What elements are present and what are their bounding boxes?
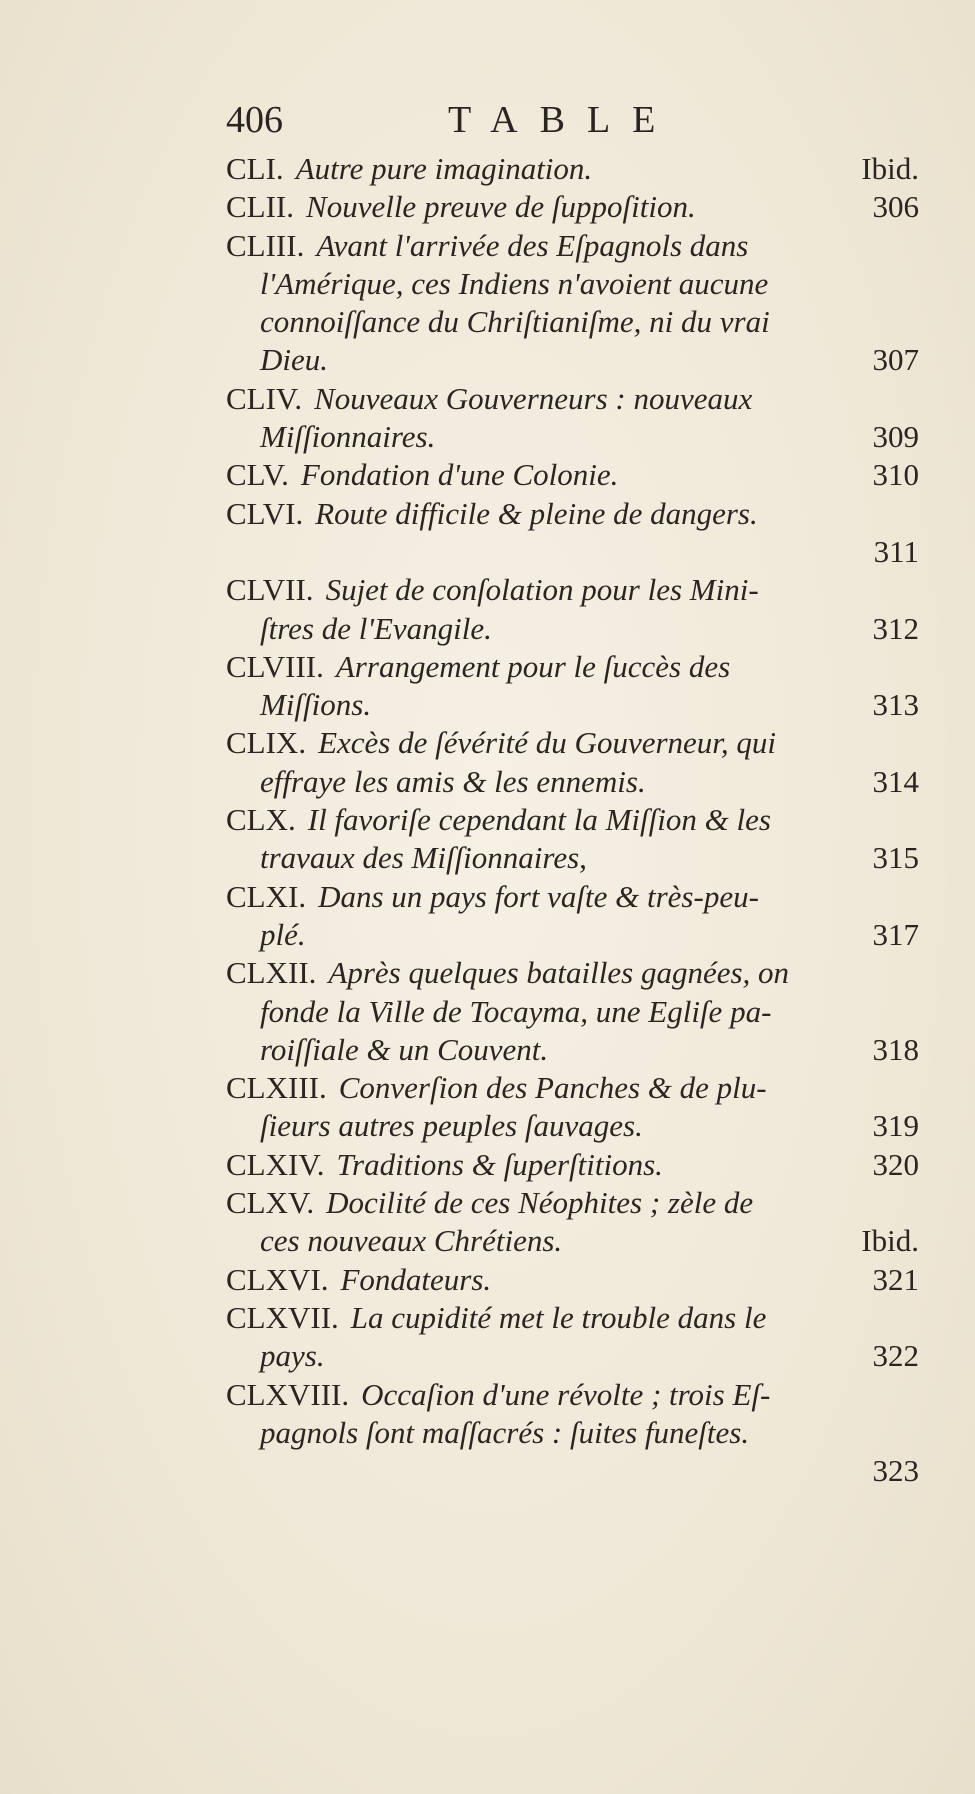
chapter-summary: Traditions & ſuperſtitions. [336,1146,663,1182]
toc-entry-line [226,227,921,265]
chapter-summary: l'Amérique, ces Indiens n'avoient aucune [260,265,769,301]
chapter-summary: La cupidité met le trouble dans le [350,1299,767,1335]
toc-entry-line [226,341,921,379]
chapter-summary: Docilité de ces Néophites ; zèle de [326,1185,754,1221]
toc-entry-line [226,686,921,724]
toc-entry [226,227,921,380]
page-reference: 306 [872,189,919,225]
toc-entry-line [226,150,921,188]
table-of-contents [226,150,921,1490]
toc-entry-line [226,801,921,839]
chapter-numeral: CLIX. [226,725,307,761]
page-reference: 314 [872,763,919,799]
toc-entry [226,1069,921,1146]
toc-entry-line [226,648,921,686]
chapter-summary: Après quelques batailles gagnées, on [328,955,790,991]
page-reference: 318 [872,1031,919,1067]
page-reference: 323 [872,1453,919,1489]
chapter-summary: roiſſiale & un Couvent. [260,1031,549,1067]
chapter-numeral: CLXVI. [226,1261,329,1297]
page-reference: 320 [872,1146,919,1182]
chapter-summary: pagnols ſont maſſacrés : ſuites funeſtes. [260,1414,750,1450]
chapter-numeral: CLXIII. [226,1070,327,1106]
page-title: TABLE [448,99,678,141]
toc-entry-line [226,916,921,954]
toc-entry-line [226,724,921,762]
toc-entry-line [226,1107,921,1145]
chapter-numeral: CLV. [226,457,289,493]
page-reference: Ibid. [861,151,919,186]
toc-entry [226,954,921,1069]
chapter-summary: Miſſions. [260,687,372,723]
chapter-summary: Autre pure imagination. [295,151,593,186]
page-reference: 311 [873,533,919,569]
toc-entry [226,1376,921,1491]
chapter-summary: pays. [260,1338,325,1374]
toc-entry-line [226,993,921,1031]
chapter-summary: ſtres de l'Evangile. [260,610,492,646]
chapter-numeral: CLXII. [226,955,317,991]
chapter-numeral: CLXI. [226,878,307,914]
chapter-numeral: CLXVIII. [226,1376,350,1412]
page-reference: 310 [872,457,919,493]
toc-entry [226,1261,921,1299]
page-reference: 319 [872,1108,919,1144]
chapter-summary: Avant l'arrivée des Eſpagnols dans [316,227,749,263]
toc-entry [226,648,921,725]
chapter-summary: Nouvelle preuve de ſuppoſition. [306,189,696,225]
toc-entry-line [226,265,921,303]
chapter-summary: travaux des Miſſionnaires, [260,840,587,876]
toc-entry [226,380,921,457]
toc-entry-line [226,495,921,533]
toc-entry [226,724,921,801]
toc-entry-line [226,1222,921,1260]
toc-entry-line [226,571,921,609]
toc-entry-line [226,1146,921,1184]
chapter-summary: Excès de ſévérité du Gouverneur, qui [318,725,777,761]
page-reference: 313 [872,687,919,723]
chapter-summary: ſieurs autres peuples ſauvages. [260,1108,643,1144]
toc-entry-line [226,1299,921,1337]
chapter-numeral: CLIII. [226,227,305,263]
chapter-summary: Sujet de conſolation pour les Mini- [325,572,759,608]
toc-entry-line [226,1261,921,1299]
chapter-summary: Route difficile & pleine de dangers. [315,495,758,531]
toc-entry-line [226,1069,921,1107]
page-reference: 312 [872,610,919,646]
page-reference: 317 [872,916,919,952]
chapter-numeral: CLVII. [226,572,314,608]
chapter-summary: Dieu. [260,342,329,378]
chapter-numeral: CLII. [226,189,295,225]
running-header [226,92,926,152]
chapter-summary: ces nouveaux Chrétiens. [260,1223,563,1259]
toc-entry [226,571,921,648]
chapter-summary: Arrangement pour le ſuccès des [335,648,731,684]
chapter-summary: plé. [260,916,306,952]
toc-entry [226,1299,921,1376]
toc-entry-line [226,610,921,648]
chapter-summary: connoiſſance du Chriſtianiſme, ni du vrai [260,304,770,340]
toc-entry-line [226,533,921,571]
toc-entry-line [226,456,921,494]
page-number: 406 [226,99,283,141]
chapter-summary: Miſſionnaires. [260,419,436,455]
toc-entry-line [226,878,921,916]
chapter-numeral: CLVI. [226,495,304,531]
toc-entry-line [226,954,921,992]
chapter-numeral: CLVIII. [226,648,324,684]
chapter-numeral: CLXVII. [226,1299,339,1335]
page-reference: Ibid. [861,1223,919,1259]
chapter-summary: Fondateurs. [340,1261,492,1297]
page-reference: 322 [872,1338,919,1374]
chapter-numeral: CLXIV. [226,1146,325,1182]
toc-entry-line [226,1414,921,1452]
toc-entry-line [226,1184,921,1222]
page-reference: 315 [872,840,919,876]
toc-entry [226,495,921,572]
page-reference: 321 [872,1261,919,1297]
chapter-summary: Occaſion d'une révolte ; trois Eſ- [361,1376,771,1412]
toc-entry-line [226,380,921,418]
toc-entry [226,456,921,494]
toc-entry [226,801,921,878]
toc-entry-line [226,1452,921,1490]
chapter-summary: Nouveaux Gouverneurs : nouveaux [314,380,753,416]
toc-entry [226,1146,921,1184]
toc-entry-line [226,188,921,226]
chapter-summary: Converſion des Panches & de plu- [338,1070,767,1106]
toc-entry [226,878,921,955]
chapter-summary: fonde la Ville de Tocayma, une Egliſe pa- [260,993,772,1029]
page-reference: 309 [872,419,919,455]
chapter-summary: Dans un pays fort vaſte & très-peu- [318,878,759,914]
toc-entry-line [226,1337,921,1375]
chapter-numeral: CLX. [226,802,296,838]
toc-entry-line [226,1376,921,1414]
chapter-summary: Fondation d'une Colonie. [300,457,619,493]
toc-entry [226,1184,921,1261]
toc-entry-line [226,839,921,877]
toc-entry-line [226,418,921,456]
chapter-summary: effraye les amis & les ennemis. [260,763,646,799]
page-reference: 307 [872,342,919,378]
chapter-numeral: CLIV. [226,380,303,416]
toc-entry-line [226,303,921,341]
chapter-numeral: CLXV. [226,1185,315,1221]
toc-entry-line [226,1031,921,1069]
toc-entry [226,150,921,188]
chapter-summary: Il favoriſe cependant la Miſſion & les [307,802,771,838]
chapter-numeral: CLI. [226,151,284,186]
toc-entry-line [226,763,921,801]
toc-entry [226,188,921,226]
